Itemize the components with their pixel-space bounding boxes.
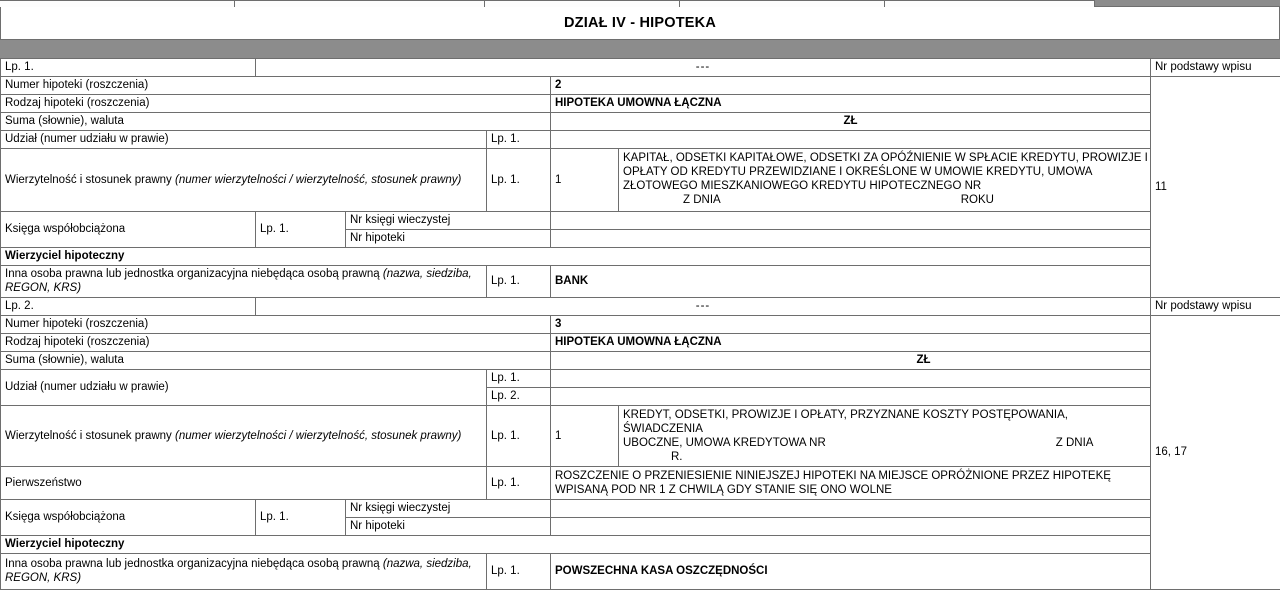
table-row	[1, 149, 1280, 212]
value-wierzyciel-name: BANK	[551, 266, 1151, 298]
row-label-nr-ksiegi: Nr księgi wieczystej	[346, 500, 551, 518]
wierzytelnosc-line-3: R.	[671, 451, 683, 464]
row-label-pierwszenstwo: Pierwszeństwo	[1, 467, 487, 500]
truncated-cell	[485, 0, 680, 7]
ksiega-lp: Lp. 1.	[256, 500, 346, 536]
row-label-ksiega: Księga współobciążona	[1, 500, 256, 536]
table-row	[1, 113, 1280, 131]
wierzytelnosc-nr: 1	[551, 149, 619, 211]
row-label-suma: Suma (słownie), waluta	[1, 113, 551, 131]
table-row	[1, 467, 1280, 500]
section-divider-band	[0, 40, 1280, 58]
table-row	[1, 554, 1280, 590]
table-row	[1, 334, 1280, 352]
udzial-lp: Lp. 1.	[487, 131, 551, 149]
pierwszenstwo-line-1: ROSZCZENIE O PRZENIESIENIE NINIEJSZEJ HIPOTEKI NA MIEJSCE OPRÓŻNIONE PRZEZ HIPOTEKĘ	[555, 469, 1111, 482]
value-nr-podstawy: 16, 17	[1151, 316, 1280, 590]
wierzytelnosc-nr: 1	[551, 406, 619, 466]
label-text: Inna osoba prawna lub jednostka organizacyjna niebędąca osobą prawną	[5, 268, 383, 281]
row-label-udzial: Udział (numer udziału w prawie)	[1, 131, 487, 149]
wierzytelnosc-line-1: KREDYT, ODSETKI, PROWIZJE I OPŁATY, PRZYZNANE KOSZTY POSTĘPOWANIA, ŚWIADCZENIA	[623, 409, 1068, 436]
label-text: Wierzytelność i stosunek prawny	[5, 429, 176, 442]
row-label-rodzaj-hipoteki: Rodzaj hipoteki (roszczenia)	[1, 334, 551, 352]
entry-lp-label: Lp. 2.	[1, 298, 256, 316]
table-row	[1, 266, 1280, 298]
dzial-iv-table	[0, 58, 1280, 590]
value-nr-ksiegi	[551, 212, 1151, 230]
value-rodzaj-hipoteki: HIPOTEKA UMOWNA ŁĄCZNA	[551, 334, 1151, 352]
row-label-nr-hipoteki-sub: Nr hipoteki	[346, 230, 551, 248]
truncated-strip-filler	[1095, 0, 1280, 6]
value-nr-hipoteki-sub	[551, 518, 1151, 536]
value-nr-hipoteki-sub	[551, 230, 1151, 248]
entry-separator: ---	[256, 59, 1151, 77]
truncated-cell	[680, 0, 885, 7]
pierwszenstwo-lp: Lp. 1.	[487, 467, 551, 500]
nr-podstawy-header: Nr podstawy wpisu	[1151, 298, 1280, 316]
value-nr-ksiegi	[551, 500, 1151, 518]
entry-lp-label: Lp. 1.	[1, 59, 256, 77]
truncated-cell	[0, 0, 235, 7]
entry-header-row	[1, 59, 1280, 77]
wierzytelnosc-line-3: ZŁOTOWEGO MIESZKANIOWEGO KREDYTU HIPOTECZNEGO NR	[623, 180, 982, 193]
pierwszenstwo-line-2: WPISANĄ POD NR 1 Z CHWILĄ GDY STANIE SIĘ ONO WOLNE	[555, 483, 892, 496]
wierzytelnosc-line-2: OPŁATY OD KREDYTU PRZEWIDZIANE I OKREŚLONE W UMOWIE KREDYTU, UMOWA	[623, 166, 1093, 179]
wierzytelnosc-line-2a: UBOCZNE, UMOWA KREDYTOWA NR	[623, 437, 826, 450]
table-row	[1, 406, 1280, 467]
wierzytelnosc-line-1: KAPITAŁ, ODSETKI KAPITAŁOWE, ODSETKI ZA OPÓŹNIENIE W SPŁACIE KREDYTU, PROWIZJE I	[623, 152, 1148, 165]
table-row	[1, 95, 1280, 113]
label-text: Inna osoba prawna lub jednostka organizacyjna niebędąca osobą prawną	[5, 558, 383, 571]
table-row	[1, 500, 1280, 518]
row-label-numer-hipoteki: Numer hipoteki (roszczenia)	[1, 316, 551, 334]
wierzytelnosc-lp: Lp. 1.	[487, 406, 551, 467]
value-udzial	[551, 131, 1151, 149]
value-suma-waluta: ZŁ	[551, 352, 1151, 370]
row-label-nr-hipoteki-sub: Nr hipoteki	[346, 518, 551, 536]
value-numer-hipoteki: 3	[551, 316, 1151, 334]
udzial-lp: Lp. 2.	[487, 388, 551, 406]
truncated-cell	[235, 0, 485, 7]
nr-podstawy-header: Nr podstawy wpisu	[1151, 59, 1280, 77]
row-label-ksiega: Księga współobciążona	[1, 212, 256, 248]
table-row	[1, 316, 1280, 334]
section-header-wierzyciel: Wierzyciel hipoteczny	[1, 536, 1151, 554]
row-label-wierzytelnosc	[1, 406, 487, 467]
wierzytelnosc-line-4a: Z DNIA	[683, 194, 721, 207]
value-numer-hipoteki: 2	[551, 77, 1151, 95]
row-label-suma: Suma (słownie), waluta	[1, 352, 551, 370]
section-header-wierzyciel: Wierzyciel hipoteczny	[1, 248, 1151, 266]
row-label-numer-hipoteki: Numer hipoteki (roszczenia)	[1, 77, 551, 95]
wierzyciel-lp: Lp. 1.	[487, 266, 551, 298]
wierzytelnosc-line-2b: Z DNIA	[1055, 437, 1094, 450]
row-label-nr-ksiegi: Nr księgi wieczystej	[346, 212, 551, 230]
value-nr-podstawy: 11	[1151, 77, 1280, 298]
wierzytelnosc-lp: Lp. 1.	[487, 149, 551, 212]
wierzyciel-lp: Lp. 1.	[487, 554, 551, 590]
row-label-wierzytelnosc	[1, 149, 487, 212]
table-row	[1, 370, 1280, 388]
truncated-table-strip	[0, 0, 1280, 7]
ksiega-lp: Lp. 1.	[256, 212, 346, 248]
value-udzial	[551, 388, 1151, 406]
table-row	[1, 131, 1280, 149]
row-label-inna-osoba	[1, 554, 487, 590]
row-label-inna-osoba	[1, 266, 487, 298]
wierzytelnosc-text-block	[619, 149, 1151, 211]
value-wierzyciel-name: POWSZECHNA KASA OSZCZĘDNOŚCI	[551, 554, 1151, 590]
wierzytelnosc-line-4b: ROKU	[960, 194, 994, 207]
page-title: DZIAŁ IV - HIPOTEKA	[563, 15, 717, 31]
label-text-italic: (nazwa, siedziba, REGON, KRS)	[5, 268, 472, 295]
value-rodzaj-hipoteki: HIPOTEKA UMOWNA ŁĄCZNA	[551, 95, 1151, 113]
udzial-lp: Lp. 1.	[487, 370, 551, 388]
value-wierzytelnosc	[551, 149, 1151, 212]
label-text-italic: (nazwa, siedziba, REGON, KRS)	[5, 558, 472, 585]
label-text: Wierzytelność i stosunek prawny	[5, 173, 176, 186]
row-label-udzial: Udział (numer udziału w prawie)	[1, 370, 487, 406]
document-title-band	[0, 7, 1280, 40]
wierzytelnosc-text-block	[619, 406, 1151, 466]
table-row	[1, 352, 1280, 370]
entry-separator: ---	[256, 298, 1151, 316]
table-row	[1, 536, 1280, 554]
value-udzial	[551, 370, 1151, 388]
label-text-italic: (numer wierzytelności / wierzytelność, stosunek prawny)	[175, 429, 462, 442]
row-label-rodzaj-hipoteki: Rodzaj hipoteki (roszczenia)	[1, 95, 551, 113]
label-text-italic: (numer wierzytelności / wierzytelność, stosunek prawny)	[175, 173, 462, 186]
value-pierwszenstwo	[551, 467, 1151, 500]
table-row	[1, 248, 1280, 266]
entry-header-row	[1, 298, 1280, 316]
value-wierzytelnosc	[551, 406, 1151, 467]
value-suma-waluta: ZŁ	[551, 113, 1151, 131]
truncated-cell	[885, 0, 1095, 7]
table-row	[1, 77, 1280, 95]
table-row	[1, 212, 1280, 230]
